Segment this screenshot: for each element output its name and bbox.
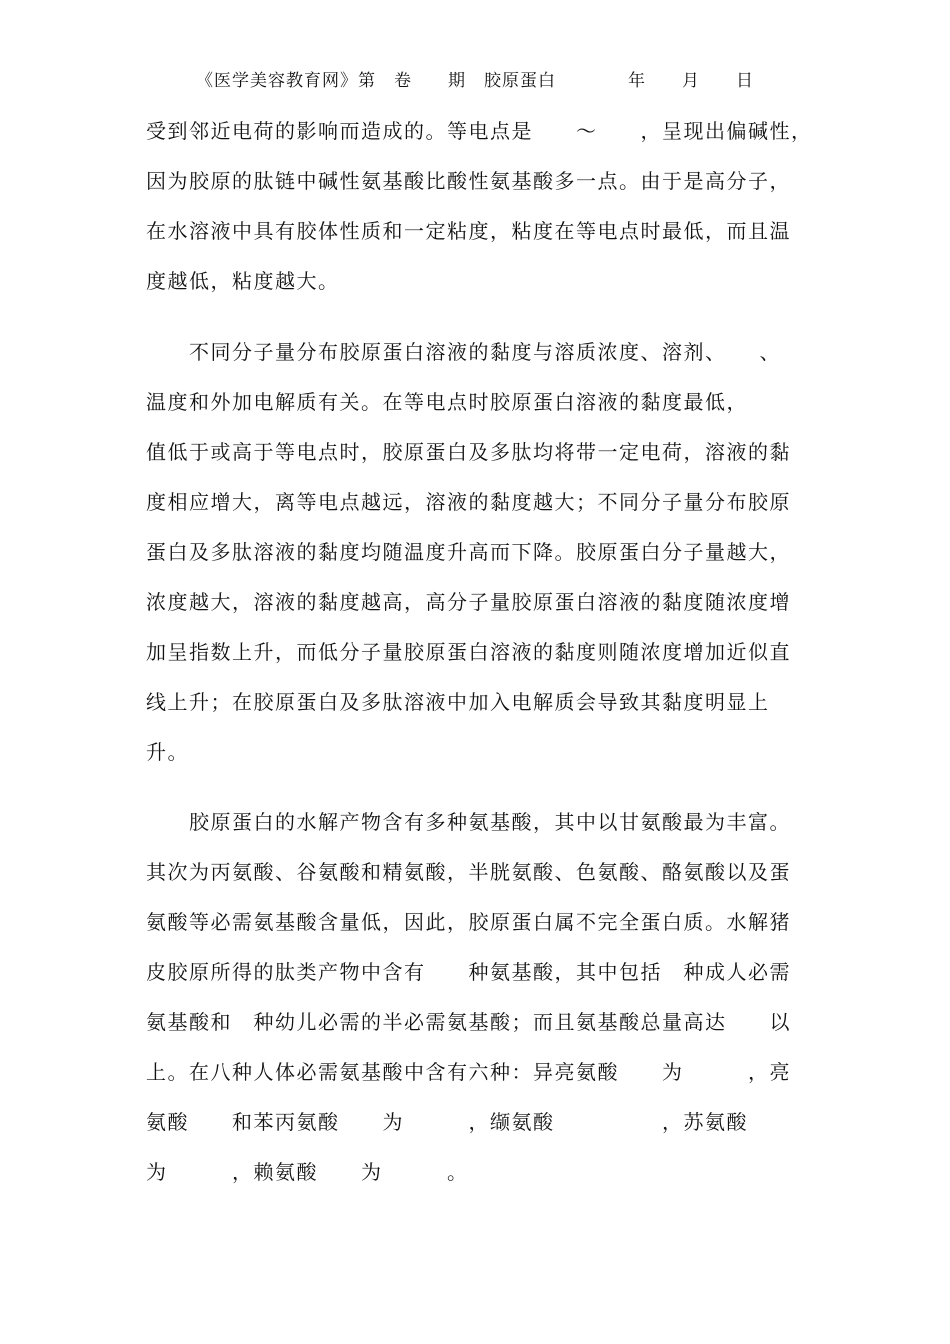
text-line: 升。: [146, 740, 189, 764]
page-header: 《医学美容教育网》第 卷 期 胶原蛋白 年 月 日: [196, 71, 754, 91]
text-line: 度相应增大，离等电点越远，溶液的黏度越大；不同分子量分布胶原: [146, 490, 791, 514]
text-line: 浓度越大，溶液的黏度越高，高分子量胶原蛋白溶液的黏度随浓度增: [146, 590, 791, 614]
text-line: 氨酸 和苯丙氨酸 为 ，缬氨酸 ，苏氨酸: [146, 1110, 748, 1134]
text-line: 温度和外加电解质有关。在等电点时胶原蛋白溶液的黏度最低，: [146, 390, 748, 414]
text-line: 皮胶原所得的肽类产物中含有 种氨基酸，其中包括 种成人必需: [146, 960, 791, 984]
text-line: 不同分子量分布胶原蛋白溶液的黏度与溶质浓度、溶剂、 、: [146, 340, 781, 364]
text-line: 加呈指数上升，而低分子量胶原蛋白溶液的黏度则随浓度增加近似直: [146, 640, 791, 664]
text-line: 度越低，粘度越大。: [146, 269, 340, 293]
text-line: 受到邻近电荷的影响而造成的。等电点是 ～ ，呈现出偏碱性，: [146, 119, 813, 143]
text-line: 在水溶液中具有胶体性质和一定粘度，粘度在等电点时最低，而且温: [146, 219, 791, 243]
text-line: 值低于或高于等电点时，胶原蛋白及多肽均将带一定电荷，溶液的黏: [146, 440, 791, 464]
text-line: 因为胶原的肽链中碱性氨基酸比酸性氨基酸多一点。由于是高分子，: [146, 169, 791, 193]
text-line: 氨酸等必需氨基酸含量低，因此，胶原蛋白属不完全蛋白质。水解猪: [146, 910, 791, 934]
text-line: 蛋白及多肽溶液的黏度均随温度升高而下降。胶原蛋白分子量越大，: [146, 540, 791, 564]
text-line: 线上升；在胶原蛋白及多肽溶液中加入电解质会导致其黏度明显上: [146, 690, 770, 714]
text-line: 氨基酸和 种幼儿必需的半必需氨基酸；而且氨基酸总量高达 以: [146, 1010, 791, 1034]
text-line: 其次为丙氨酸、谷氨酸和精氨酸，半胱氨酸、色氨酸、酪氨酸以及蛋: [146, 860, 791, 884]
text-line: 上。在八种人体必需氨基酸中含有六种：异亮氨酸 为 ，亮: [146, 1060, 791, 1084]
text-line: 为 ，赖氨酸 为 。: [146, 1160, 469, 1184]
text-line: 胶原蛋白的水解产物含有多种氨基酸，其中以甘氨酸最为丰富。: [146, 810, 791, 834]
